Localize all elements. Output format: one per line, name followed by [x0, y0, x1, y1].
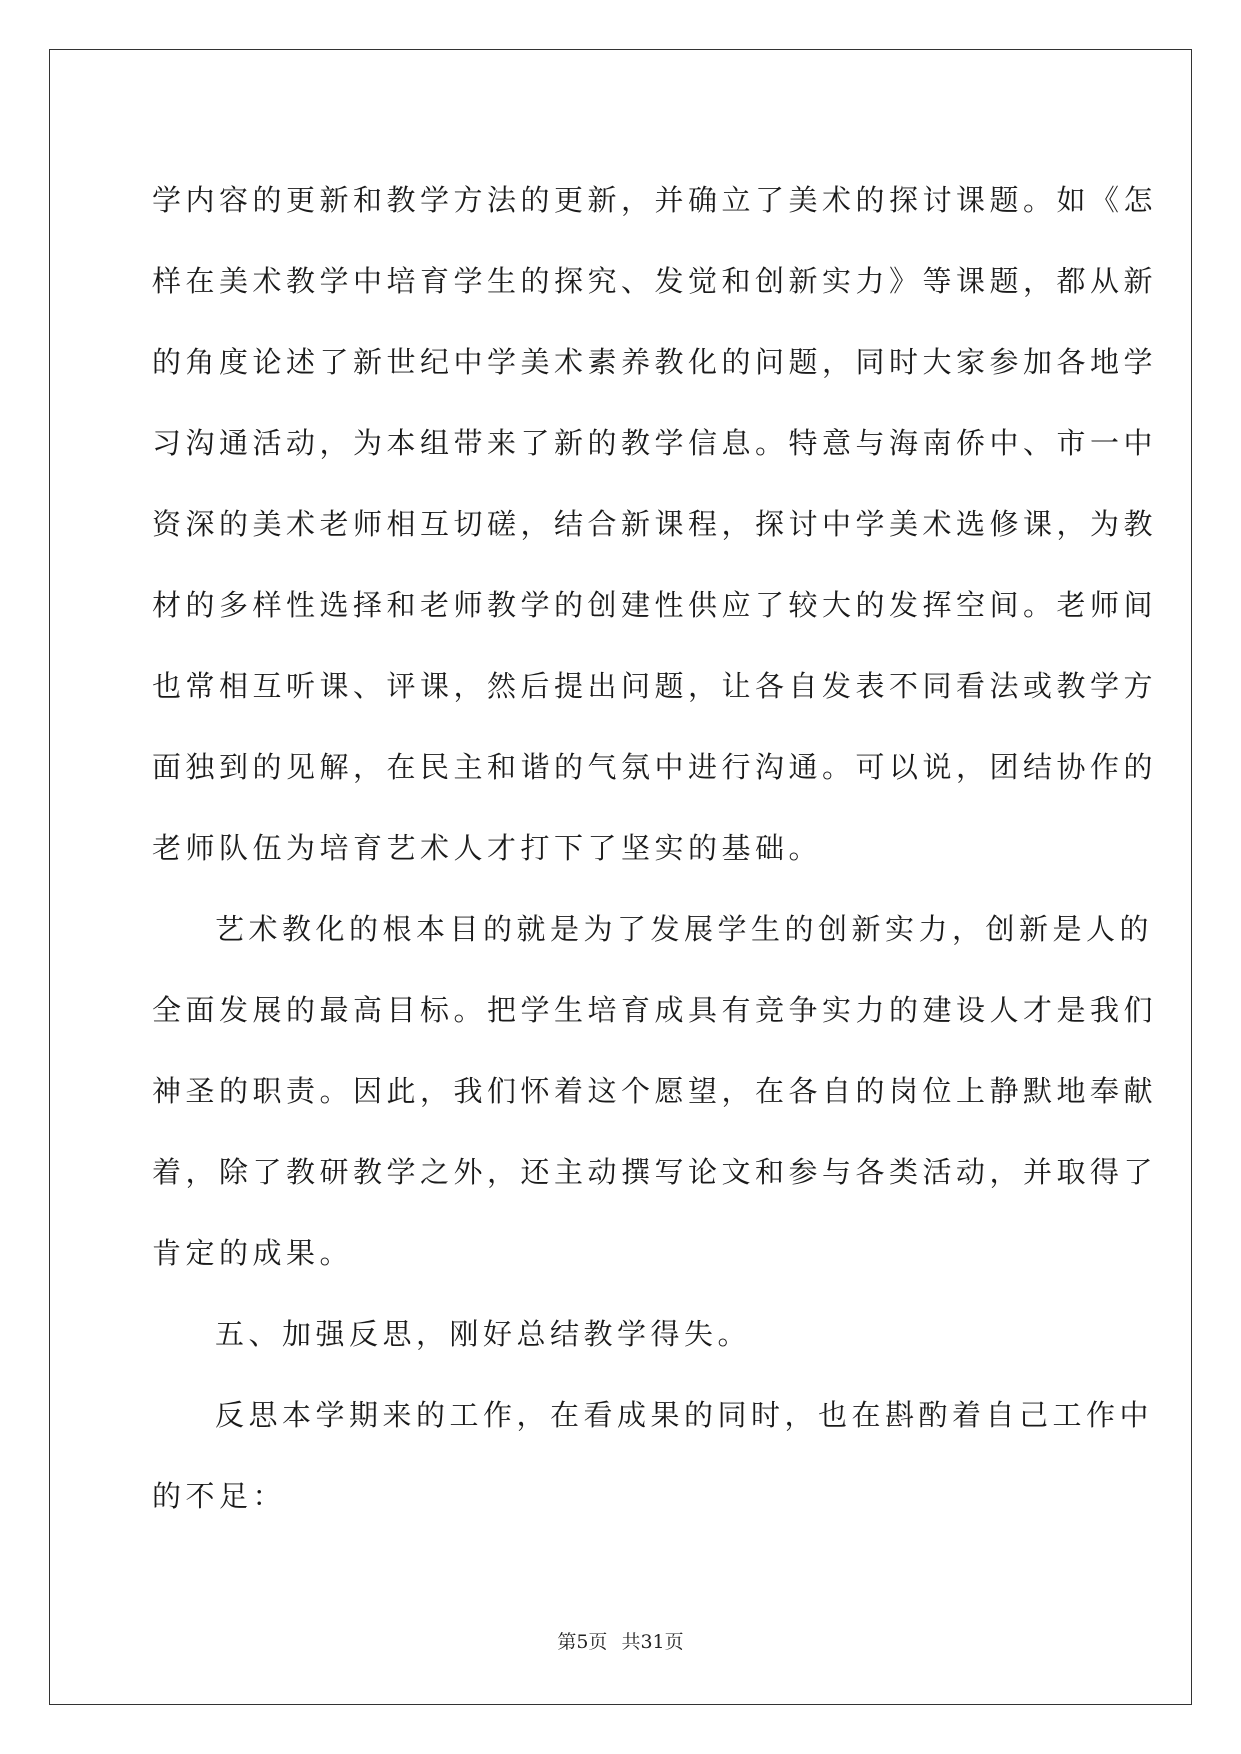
text-line: 神圣的职责。因此，我们怀着这个愿望，在各自的岗位上静默地奉献: [152, 1074, 1158, 1108]
section-heading-line: 五、加强反思，刚好总结教学得失。: [215, 1317, 752, 1351]
current-page-label: 第5页: [557, 1631, 608, 1653]
text-line: 肯定的成果。: [152, 1236, 354, 1270]
total-pages-label: 共31页: [621, 1631, 684, 1653]
page-footer: [0, 1627, 1241, 1654]
text-line: 学内容的更新和教学方法的更新，并确立了美术的探讨课题。如《怎: [152, 183, 1158, 217]
text-line: 习沟通活动，为本组带来了新的教学信息。特意与海南侨中、市一中: [152, 426, 1158, 460]
text-line: 的不足：: [152, 1479, 287, 1513]
text-line: 也常相互听课、评课，然后提出问题，让各自发表不同看法或教学方: [152, 669, 1158, 703]
text-line: 全面发展的最高目标。把学生培育成具有竞争实力的建设人才是我们: [152, 993, 1158, 1027]
text-line: 的角度论述了新世纪中学美术素养教化的问题，同时大家参加各地学: [152, 345, 1158, 379]
paragraph-start-line: 反思本学期来的工作，在看成果的同时，也在斟酌着自己工作中: [215, 1398, 1154, 1432]
text-line: 材的多样性选择和老师教学的创建性供应了较大的发挥空间。老师间: [152, 588, 1158, 622]
text-line: 样在美术教学中培育学生的探究、发觉和创新实力》等课题，都从新: [152, 264, 1158, 298]
text-line: 老师队伍为培育艺术人才打下了坚实的基础。: [152, 831, 823, 865]
text-line: 着，除了教研教学之外，还主动撰写论文和参与各类活动，并取得了: [152, 1155, 1158, 1189]
text-line: 资深的美术老师相互切磋，结合新课程，探讨中学美术选修课，为教: [152, 507, 1158, 541]
document-body: [152, 160, 1158, 1537]
paragraph-start-line: 艺术教化的根本目的就是为了发展学生的创新实力，创新是人的: [215, 912, 1154, 946]
text-line: 面独到的见解，在民主和谐的气氛中进行沟通。可以说，团结协作的: [152, 750, 1158, 784]
